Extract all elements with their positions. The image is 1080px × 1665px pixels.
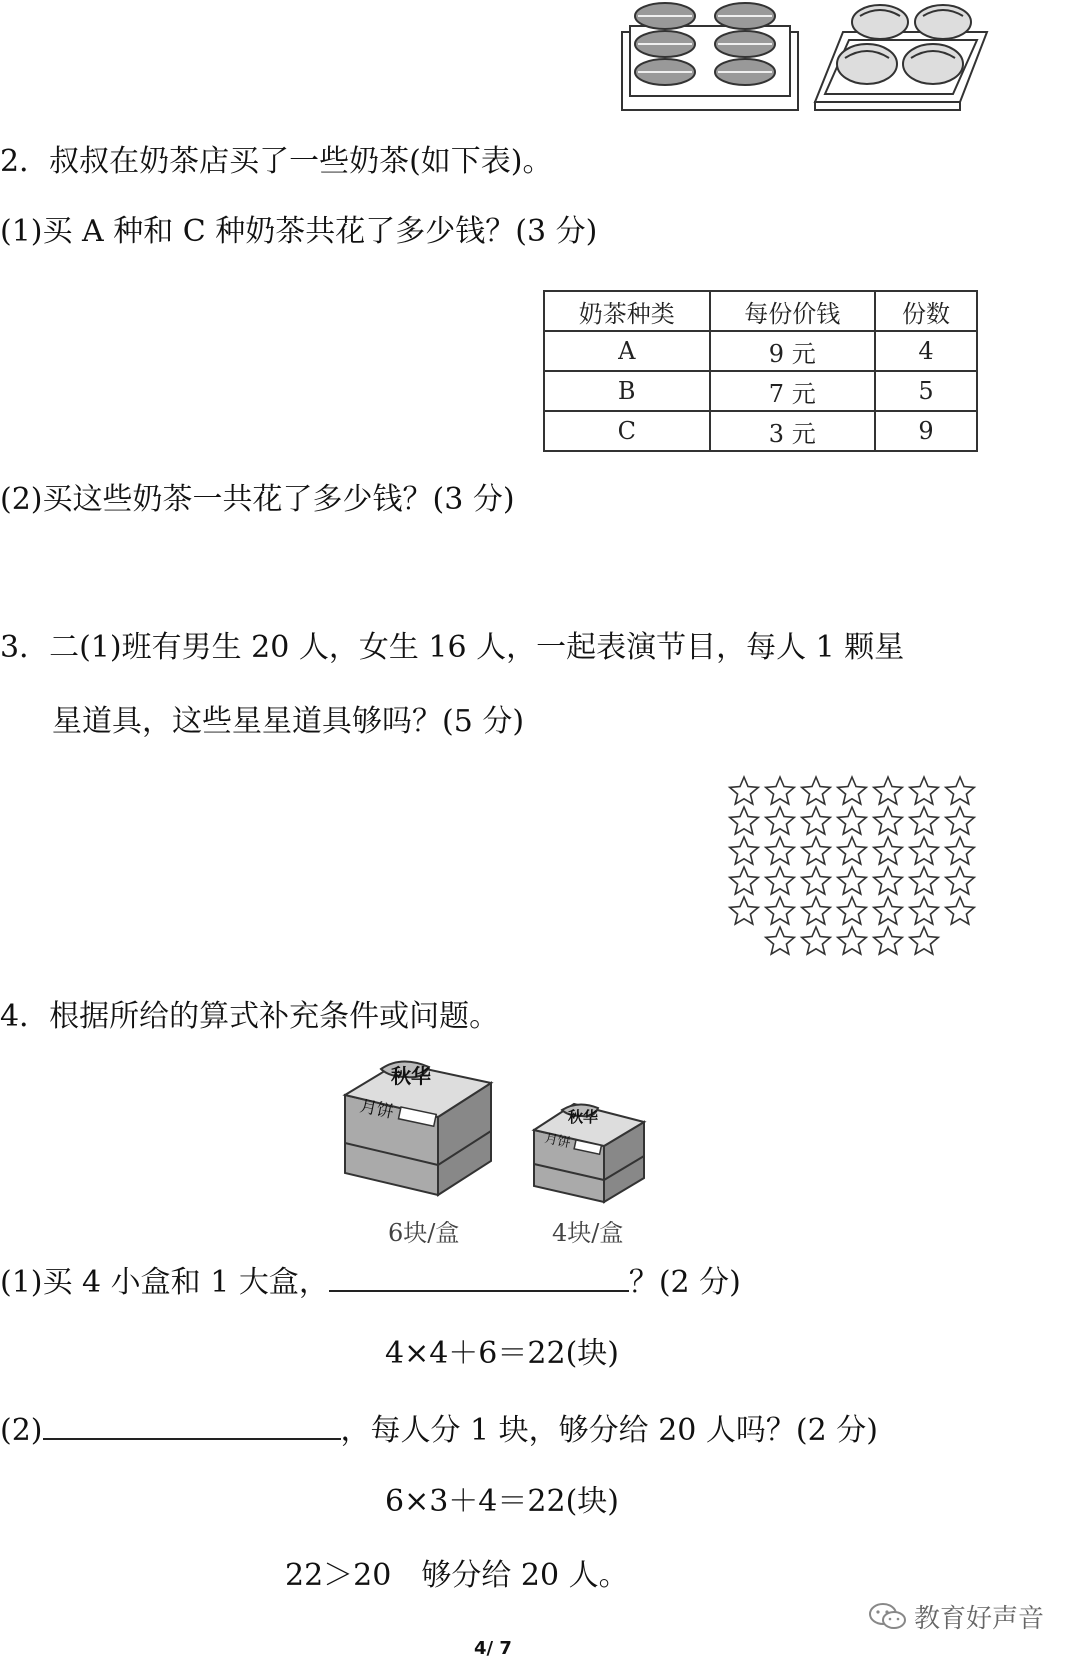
tray-round-cakes-illustration: [620, 2, 800, 114]
table-cell: B: [544, 371, 710, 411]
star-prop-icon: [766, 807, 795, 834]
table-row: [544, 371, 977, 411]
q4-part2-prefix: (2): [0, 1413, 43, 1448]
star-prop-icon: [766, 777, 795, 804]
q4-part1-answer-blank[interactable]: [329, 1262, 629, 1292]
tray-tarts-illustration: [815, 2, 990, 114]
star-prop-icon: [874, 897, 903, 924]
star-prop-icon: [802, 777, 831, 804]
star-prop-icon: [946, 837, 975, 864]
q4-part2-answer-blank[interactable]: [43, 1410, 341, 1440]
star-prop-icon: [874, 837, 903, 864]
star-prop-icon: [874, 927, 903, 954]
table-cell: 4: [875, 331, 977, 371]
table-cell: 3 元: [710, 411, 876, 451]
star-prop-icon: [802, 867, 831, 894]
star-prop-icon: [946, 897, 975, 924]
star-prop-icon: [838, 897, 867, 924]
watermark: [868, 1598, 1044, 1635]
table-row: [544, 411, 977, 451]
q4-part2: [0, 1410, 878, 1449]
star-prop-icon: [946, 867, 975, 894]
star-prop-icon: [730, 867, 759, 894]
star-prop-icon: [802, 837, 831, 864]
star-prop-icon: [838, 807, 867, 834]
q2-stem: 2．叔叔在奶茶店买了一些奶茶(如下表)。: [0, 144, 553, 179]
q2-part1: (1)买 A 种和 C 种奶茶共花了多少钱？(3 分): [0, 214, 598, 249]
star-prop-icon: [910, 837, 939, 864]
star-prop-icon: [802, 897, 831, 924]
table-header-cell: 份数: [875, 291, 977, 331]
q3-line2: 星道具，这些星星道具够吗？(5 分): [52, 704, 525, 739]
big-box-brand: 秋华: [391, 1064, 431, 1088]
table-row: [544, 331, 977, 371]
q4-part2-conclusion: 22＞20 够分给 20 人。: [285, 1558, 629, 1593]
page-number: 4/ 7: [474, 1638, 512, 1659]
watermark-text: 教育好声音: [914, 1604, 1045, 1634]
table-cell: 9 元: [710, 331, 876, 371]
star-prop-icon: [910, 807, 939, 834]
star-props-illustration: [726, 776, 986, 966]
wechat-icon: [868, 1602, 908, 1632]
q2-part2: (2)买这些奶茶一共花了多少钱？(3 分): [0, 482, 515, 517]
q4-stem: 4．根据所给的算式补充条件或问题。: [0, 999, 500, 1034]
star-prop-icon: [766, 837, 795, 864]
table-header-cell: 奶茶种类: [544, 291, 710, 331]
star-prop-icon: [910, 927, 939, 954]
q4-part1-prefix: (1)买 4 小盒和 1 大盒，: [0, 1265, 329, 1300]
star-prop-icon: [910, 867, 939, 894]
star-prop-icon: [766, 927, 795, 954]
q4-part1: [0, 1262, 741, 1301]
milk-tea-price-table: [543, 290, 978, 452]
small-box-brand: 秋华: [568, 1108, 599, 1126]
star-prop-icon: [766, 897, 795, 924]
small-box-label: 月饼: [543, 1131, 572, 1152]
q4-part2-suffix: ，每人分 1 块，够分给 20 人吗？(2 分): [340, 1413, 878, 1448]
star-prop-icon: [838, 867, 867, 894]
star-prop-icon: [730, 897, 759, 924]
star-prop-icon: [802, 927, 831, 954]
star-prop-icon: [946, 777, 975, 804]
table-header-cell: 每份价钱: [710, 291, 876, 331]
q4-part1-suffix: ？(2 分): [628, 1265, 741, 1300]
star-prop-icon: [730, 807, 759, 834]
q4-part1-formula: 4×4＋6＝22(块): [385, 1336, 619, 1371]
big-mooncake-box-illustration: [343, 1055, 493, 1200]
big-box-caption: 6块/盒: [388, 1219, 460, 1247]
small-mooncake-box-illustration: [532, 1098, 647, 1206]
star-prop-icon: [874, 777, 903, 804]
small-box-caption: 4块/盒: [552, 1219, 624, 1247]
star-prop-icon: [730, 777, 759, 804]
table-cell: A: [544, 331, 710, 371]
q4-part2-formula: 6×3＋4＝22(块): [385, 1484, 619, 1519]
q3-line1: 3．二(1)班有男生 20 人，女生 16 人，一起表演节目，每人 1 颗星: [0, 630, 905, 665]
star-prop-icon: [874, 807, 903, 834]
star-prop-icon: [946, 807, 975, 834]
star-prop-icon: [874, 867, 903, 894]
table-header-row: [544, 291, 977, 331]
star-prop-icon: [838, 837, 867, 864]
table-cell: 5: [875, 371, 977, 411]
star-prop-icon: [838, 927, 867, 954]
big-box-label: 月饼: [357, 1096, 396, 1123]
star-prop-icon: [802, 807, 831, 834]
star-prop-icon: [838, 777, 867, 804]
table-cell: 9: [875, 411, 977, 451]
table-cell: C: [544, 411, 710, 451]
star-prop-icon: [766, 867, 795, 894]
table-cell: 7 元: [710, 371, 876, 411]
star-prop-icon: [910, 897, 939, 924]
star-prop-icon: [910, 777, 939, 804]
star-prop-icon: [730, 837, 759, 864]
